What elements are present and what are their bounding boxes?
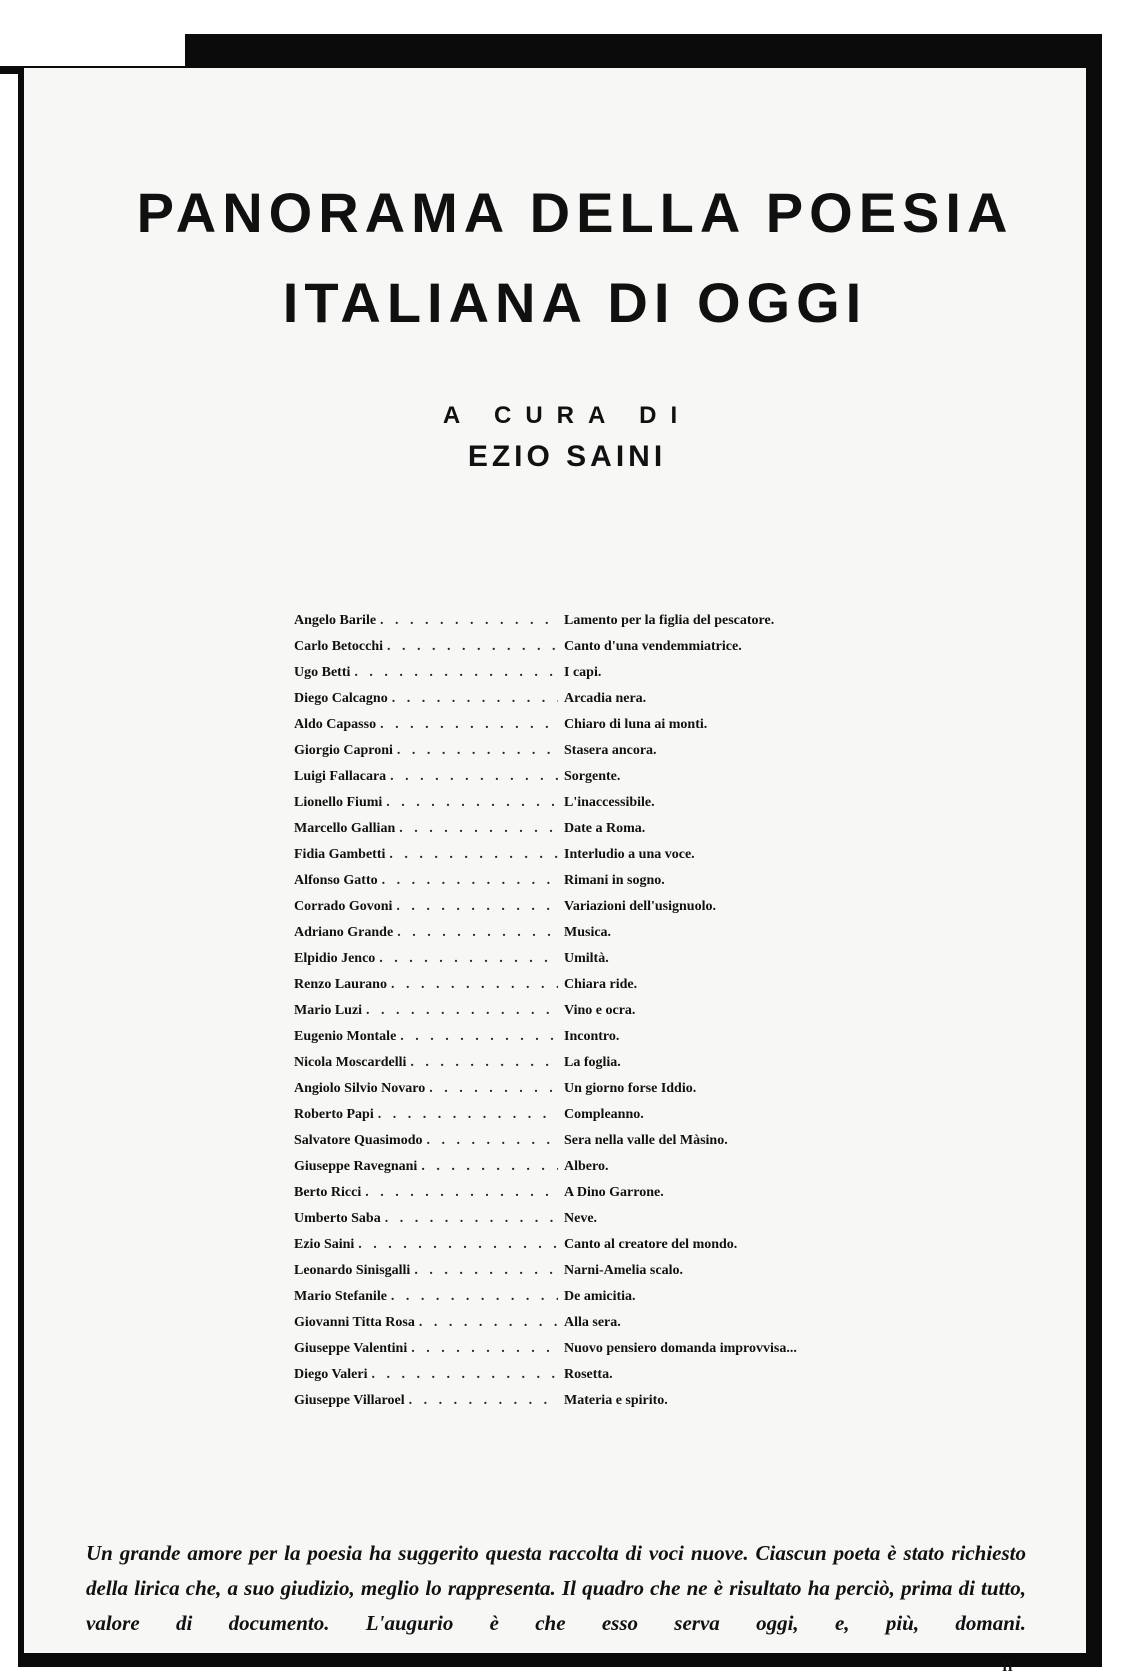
toc-poem-title: Chiara ride. <box>564 977 638 992</box>
toc-author: Eugenio Montale <box>294 1029 397 1044</box>
toc-dot-leader <box>397 925 558 941</box>
toc-author: Elpidio Jenco <box>294 951 376 966</box>
toc-row <box>294 899 914 925</box>
toc-poem-title: Sorgente. <box>564 769 621 784</box>
toc-author: Umberto Saba <box>294 1211 381 1226</box>
toc-dot-leader <box>378 1107 558 1123</box>
toc-author: Nicola Moscardelli <box>294 1055 407 1070</box>
toc-poem-title: Narni-Amelia scalo. <box>564 1263 683 1278</box>
toc-row <box>294 1263 914 1289</box>
toc-row <box>294 1029 914 1055</box>
toc-dot-leader <box>389 847 558 863</box>
toc-dot-leader <box>380 613 558 629</box>
toc-author: Diego Calcagno <box>294 691 388 706</box>
page-title-line-2: ITALIANA DI OGGI <box>282 271 868 334</box>
toc-row <box>294 691 914 717</box>
toc-dot-leader <box>385 1211 558 1227</box>
toc-author: Angiolo Silvio Novaro <box>294 1081 426 1096</box>
toc-author: Corrado Govoni <box>294 899 393 914</box>
toc-row <box>294 769 914 795</box>
toc-poem-title: L'inaccessibile. <box>564 795 655 810</box>
toc-row <box>294 847 914 873</box>
toc-row <box>294 1237 914 1263</box>
toc-dot-leader <box>354 665 558 681</box>
toc-row <box>294 665 914 691</box>
toc-author: Ugo Betti <box>294 665 351 680</box>
toc-dot-leader <box>386 795 558 811</box>
toc-poem-title: Stasera ancora. <box>564 743 657 758</box>
toc-dot-leader <box>411 1341 558 1357</box>
toc-author: Luigi Fallacara <box>294 769 387 784</box>
toc-dot-leader <box>426 1133 558 1149</box>
toc-dot-leader <box>365 1185 558 1201</box>
toc-dot-leader <box>366 1003 558 1019</box>
toc-row <box>294 1107 914 1133</box>
toc-poem-title: Incontro. <box>564 1029 620 1044</box>
toc-author: Berto Ricci <box>294 1185 362 1200</box>
toc-row <box>294 821 914 847</box>
toc-poem-title: Canto al creatore del mondo. <box>564 1237 738 1252</box>
toc-row <box>294 795 914 821</box>
toc-author: Giuseppe Valentini <box>294 1341 408 1356</box>
toc-row <box>294 717 914 743</box>
toc-dot-leader <box>400 1029 558 1045</box>
toc-row <box>294 1159 914 1185</box>
toc-row <box>294 1367 914 1393</box>
toc-poem-title: Umiltà. <box>564 951 609 966</box>
toc-poem-title: A Dino Garrone. <box>564 1185 664 1200</box>
toc-dot-leader <box>372 1367 559 1383</box>
toc-dot-leader <box>391 977 558 993</box>
toc-author: Alfonso Gatto <box>294 873 378 888</box>
toc-author: Mario Stefanile <box>294 1289 387 1304</box>
toc-row <box>294 1081 914 1107</box>
toc-poem-title: Compleanno. <box>564 1107 644 1122</box>
toc-row <box>294 1185 914 1211</box>
toc-poem-title: Nuovo pensiero domanda improvvisa... <box>564 1341 797 1356</box>
toc-author: Aldo Capasso <box>294 717 377 732</box>
toc-poem-title: Rosetta. <box>564 1367 613 1382</box>
toc-dot-leader <box>382 873 558 889</box>
toc-author: Mario Luzi <box>294 1003 363 1018</box>
page-number: II <box>1002 1660 1013 1675</box>
toc-author: Fidia Gambetti <box>294 847 386 862</box>
toc-poem-title: Interludio a una voce. <box>564 847 695 862</box>
toc-poem-title: Sera nella valle del Màsino. <box>564 1133 728 1148</box>
toc-poem-title: I capi. <box>564 665 602 680</box>
toc-poem-title: Alla sera. <box>564 1315 621 1330</box>
toc-row <box>294 1289 914 1315</box>
toc-poem-title: Arcadia nera. <box>564 691 647 706</box>
toc-poem-title: Lamento per la figlia del pescatore. <box>564 613 775 628</box>
toc-poem-title: Date a Roma. <box>564 821 646 836</box>
toc-row <box>294 743 914 769</box>
toc-dot-leader <box>380 717 558 733</box>
curator-label: A CURA DI <box>442 402 692 429</box>
toc-author: Roberto Papi <box>294 1107 374 1122</box>
toc-row <box>294 1393 914 1419</box>
toc-row <box>294 1133 914 1159</box>
toc-row <box>294 1211 914 1237</box>
toc-author: Leonardo Sinisgalli <box>294 1263 411 1278</box>
toc-author: Carlo Betocchi <box>294 639 384 654</box>
toc-row <box>294 925 914 951</box>
toc-row <box>294 639 914 665</box>
toc-row <box>294 1055 914 1081</box>
toc-author: Marcello Gallian <box>294 821 396 836</box>
toc-row <box>294 1003 914 1029</box>
page-frame <box>18 68 1102 1675</box>
toc-author: Ezio Saini <box>294 1237 355 1252</box>
toc-author: Giorgio Caproni <box>294 743 393 758</box>
toc-dot-leader <box>429 1081 558 1097</box>
toc-poem-title: Vino e ocra. <box>564 1003 636 1018</box>
toc-author: Giuseppe Villaroel <box>294 1393 405 1408</box>
toc-row <box>294 977 914 1003</box>
toc-dot-leader <box>387 639 558 655</box>
table-of-contents <box>294 613 914 1419</box>
toc-dot-leader <box>419 1315 558 1331</box>
toc-dot-leader <box>392 691 558 707</box>
toc-row <box>294 613 914 639</box>
toc-poem-title: De amicitia. <box>564 1289 636 1304</box>
toc-dot-leader <box>397 743 558 759</box>
curator-name: EZIO SAINI <box>467 440 667 473</box>
toc-dot-leader <box>390 769 558 785</box>
toc-poem-title: La foglia. <box>564 1055 621 1070</box>
toc-poem-title: Variazioni dell'usignuolo. <box>564 899 716 914</box>
toc-dot-leader <box>421 1159 558 1175</box>
toc-dot-leader <box>358 1237 558 1253</box>
toc-dot-leader <box>414 1263 558 1279</box>
toc-row <box>294 1315 914 1341</box>
toc-poem-title: Canto d'una vendemmiatrice. <box>564 639 742 654</box>
toc-author: Salvatore Quasimodo <box>294 1133 423 1148</box>
toc-row <box>294 951 914 977</box>
toc-author: Giuseppe Ravegnani <box>294 1159 418 1174</box>
toc-dot-leader <box>409 1393 558 1409</box>
toc-poem-title: Rimani in sogno. <box>564 873 665 888</box>
toc-author: Adriano Grande <box>294 925 394 940</box>
toc-row <box>294 873 914 899</box>
toc-author: Renzo Laurano <box>294 977 387 992</box>
toc-dot-leader <box>391 1289 558 1305</box>
toc-poem-title: Un giorno forse Iddio. <box>564 1081 697 1096</box>
toc-poem-title: Albero. <box>564 1159 609 1174</box>
toc-author: Angelo Barile <box>294 613 377 628</box>
toc-dot-leader <box>396 899 558 915</box>
intro-paragraph: Un grande amore per la poesia ha suggerito questa raccolta di voci nuove. Ciascun poeta è stato richiesto della lirica che, a suo giudizio, meglio lo rappresenta. Il quadro che ne è risultato ha perciò, prima di tutto, valore di documento. L'augurio è che esso serva oggi, e, più, domani. <box>86 1541 1026 1635</box>
toc-author: Lionello Fiumi <box>294 795 383 810</box>
toc-author: Diego Valeri <box>294 1367 368 1382</box>
toc-dot-leader <box>410 1055 558 1071</box>
page-title-line-1: PANORAMA DELLA POESIA <box>136 181 1014 244</box>
toc-dot-leader <box>399 821 558 837</box>
toc-poem-title: Musica. <box>564 925 612 940</box>
toc-author: Giovanni Titta Rosa <box>294 1315 415 1330</box>
toc-poem-title: Chiaro di luna ai monti. <box>564 717 708 732</box>
toc-row <box>294 1341 914 1367</box>
toc-poem-title: Neve. <box>564 1211 598 1226</box>
toc-poem-title: Materia e spirito. <box>564 1393 668 1408</box>
toc-dot-leader <box>379 951 558 967</box>
